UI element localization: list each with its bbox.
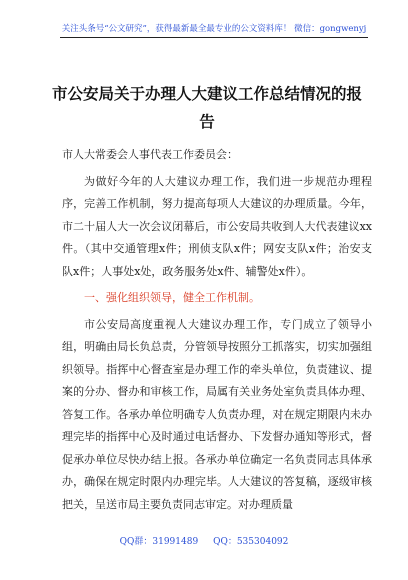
footer-qq-group: QQ群：31991489 — [119, 537, 199, 547]
section-heading-1: 一、强化组织领导，健全工作机制。 — [84, 291, 260, 304]
header-banner: 关注头条号“公文研究”，获得最新最全最专业的公文资料库！ 微信：gongwenyj — [60, 22, 368, 38]
paragraph-intro: 为做好今年的人大建议办理工作，我们进一步规范办理程序，完善工作机制，努力提高每项人大建议的办理质量。今年，市二十届人大一次会议闭幕后，市公安局共收到人大代表建议xx件。（其中交通管理x件；刑侦支队x件；网安支队x件；治安支队x件；人事处x处，政务服务处x件、辅警处x件）。 — [62, 174, 372, 278]
paragraph-organization: 市公安局高度重视人大建议办理工作，专门成立了领导小组，明确由局长负总责，分管领导按照分工抓落实，切实加强组织领导。指挥中心督查室是办理工作的牵头单位，负责建议、提案的分办、督办和审核工作，局属有关业务处室负责具体办理、答复工作。各承办单位明确专人负责办理，对在规定期限内未办理完毕的指挥中心及时通过电话督办、下发督办通知等形式，督促承办单位尽快办结上报。各承办单位确定一名负责同志具体承办，确保在规定时限内办理完毕。人大建议的答复稿，逐级审核把关，呈送市局主要负责同志审定。对办理质量 — [62, 317, 372, 511]
footer-contact — [0, 534, 408, 547]
document-title: 市公安局关于办理人大建议工作总结情况的报告 — [51, 84, 362, 131]
document-body — [62, 144, 372, 516]
salutation: 市人大常委会人事代表工作委员会： — [62, 148, 238, 161]
footer-qq: QQ：535304092 — [213, 537, 289, 547]
